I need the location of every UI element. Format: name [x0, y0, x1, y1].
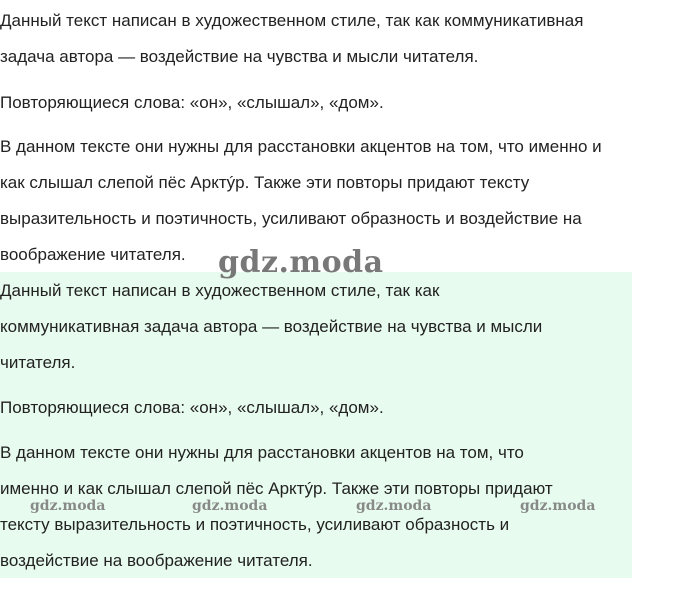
text-line: Повторяющиеся слова: «он», «слышал», «дом». — [0, 398, 384, 417]
text-line: как слышал слепой пёс Арктýр. Также эти повторы придают тексту — [0, 173, 530, 192]
paragraph-style-highlighted — [0, 273, 542, 381]
text-line: выразительность и поэтичность, усиливают образность и воздействие на — [0, 209, 582, 228]
text-line: воздействие на воображение читателя. — [0, 551, 313, 570]
text-line: задача автора — воздействие на чувства и мысли читателя. — [0, 47, 479, 66]
watermark-small: gdz.moda — [520, 498, 596, 514]
text-line: Данный текст написан в художественном стиле, так как — [0, 281, 440, 300]
watermark-small: gdz.moda — [192, 498, 268, 514]
paragraph-repeated-words — [0, 85, 384, 121]
paragraph-repeated-words-highlighted — [0, 390, 384, 426]
text-line: Повторяющиеся слова: «он», «слышал», «дом». — [0, 93, 384, 112]
text-line: воображение читателя. — [0, 245, 186, 264]
text-line: Данный текст написан в художественном стиле, так как коммуникативная — [0, 11, 584, 30]
text-line: В данном тексте они нужны для расстановки акцентов на том, что — [0, 443, 524, 462]
watermark-small: gdz.moda — [30, 498, 106, 514]
text-line: читателя. — [0, 353, 76, 372]
paragraph-style — [0, 3, 583, 75]
watermark-small: gdz.moda — [356, 498, 432, 514]
text-line: тексту выразительность и поэтичность, усиливают образность и — [0, 515, 510, 534]
text-line: коммуникативная задача автора — воздействие на чувства и мысли — [0, 317, 543, 336]
text-line: именно и как слышал слепой пёс Арктýр. Также эти повторы придают — [0, 479, 553, 498]
text-line: В данном тексте они нужны для расстановки акцентов на том, что именно и — [0, 137, 602, 156]
watermark-logo: gdz.moda — [218, 245, 384, 280]
